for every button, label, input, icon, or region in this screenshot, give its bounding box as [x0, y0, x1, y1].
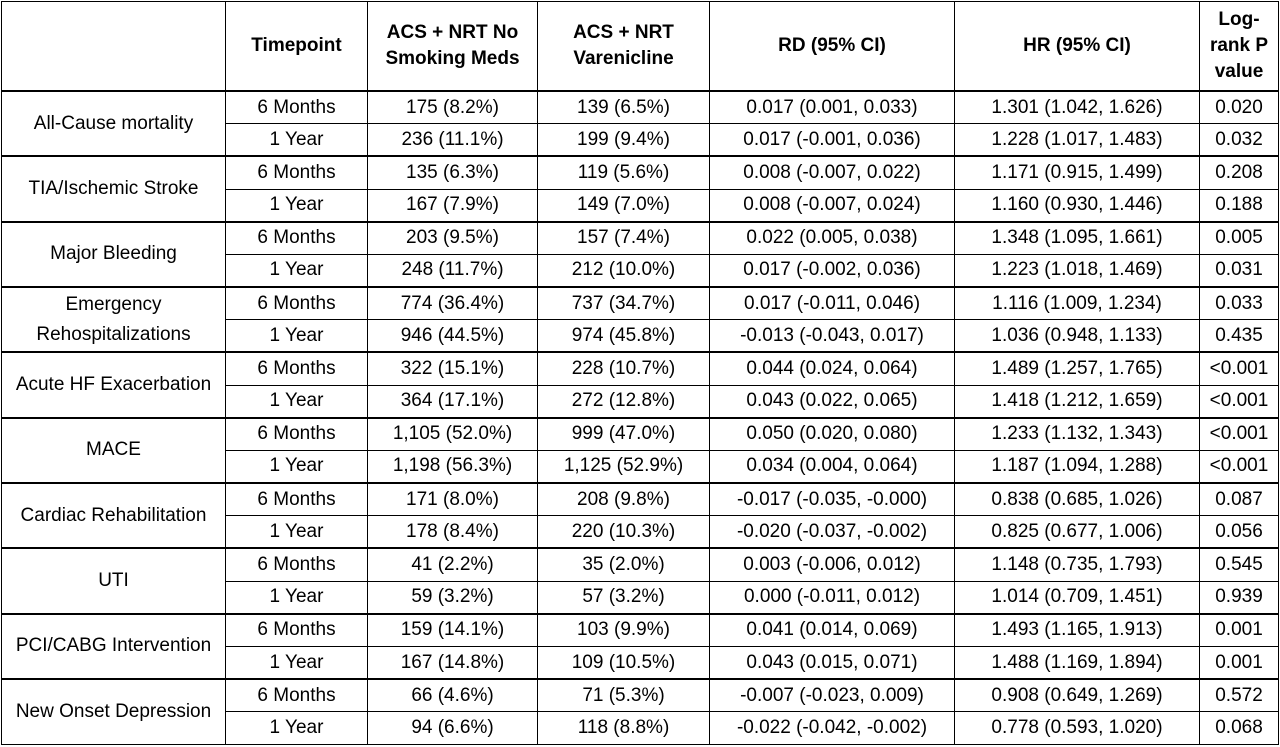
- cell-hr: 1.418 (1.212, 1.659): [955, 385, 1200, 418]
- cell-rd: 0.043 (0.022, 0.065): [710, 385, 955, 418]
- table-row: [2, 614, 1279, 647]
- cell-varenicline: 118 (8.8%): [538, 712, 710, 745]
- cell-varenicline: 157 (7.4%): [538, 222, 710, 255]
- cell-p-value: 0.087: [1200, 483, 1279, 516]
- table-row: [2, 91, 1279, 124]
- cell-nrt: 66 (4.6%): [368, 679, 538, 712]
- cell-varenicline: 974 (45.8%): [538, 320, 710, 353]
- cell-rd: 0.034 (0.004, 0.064): [710, 450, 955, 483]
- cell-varenicline: 212 (10.0%): [538, 254, 710, 287]
- cell-nrt: 364 (17.1%): [368, 385, 538, 418]
- cell-varenicline: 999 (47.0%): [538, 418, 710, 451]
- cell-varenicline: 109 (10.5%): [538, 646, 710, 679]
- cell-nrt: 946 (44.5%): [368, 320, 538, 353]
- cell-timepoint: 1 Year: [226, 189, 368, 222]
- cell-rd: -0.020 (-0.037, -0.002): [710, 516, 955, 549]
- cell-nrt: 236 (11.1%): [368, 124, 538, 157]
- cell-hr: 1.301 (1.042, 1.626): [955, 91, 1200, 124]
- cell-timepoint: 1 Year: [226, 254, 368, 287]
- outcome-label: All-Cause mortality: [2, 91, 226, 156]
- cell-hr: 1.233 (1.132, 1.343): [955, 418, 1200, 451]
- cell-nrt: 322 (15.1%): [368, 352, 538, 385]
- cell-rd: 0.041 (0.014, 0.069): [710, 614, 955, 647]
- cell-varenicline: 35 (2.0%): [538, 548, 710, 581]
- cell-rd: -0.007 (-0.023, 0.009): [710, 679, 955, 712]
- table-row: [2, 352, 1279, 385]
- cell-p-value: <0.001: [1200, 352, 1279, 385]
- table-row: [2, 287, 1279, 320]
- cell-timepoint: 6 Months: [226, 287, 368, 320]
- cell-nrt: 248 (11.7%): [368, 254, 538, 287]
- cell-rd: 0.017 (0.001, 0.033): [710, 91, 955, 124]
- cell-p-value: 0.188: [1200, 189, 1279, 222]
- table-row: [2, 418, 1279, 451]
- cell-hr: 1.036 (0.948, 1.133): [955, 320, 1200, 353]
- cell-varenicline: 228 (10.7%): [538, 352, 710, 385]
- cell-timepoint: 6 Months: [226, 222, 368, 255]
- cell-rd: 0.008 (-0.007, 0.022): [710, 156, 955, 189]
- outcome-label: TIA/Ischemic Stroke: [2, 156, 226, 221]
- cell-timepoint: 6 Months: [226, 156, 368, 189]
- cell-p-value: 0.031: [1200, 254, 1279, 287]
- header-rd: RD (95% CI): [710, 2, 955, 92]
- cell-hr: 1.187 (1.094, 1.288): [955, 450, 1200, 483]
- cell-p-value: 0.545: [1200, 548, 1279, 581]
- header-varenicline: ACS + NRT Varenicline: [538, 2, 710, 92]
- cell-hr: 1.228 (1.017, 1.483): [955, 124, 1200, 157]
- cell-rd: 0.050 (0.020, 0.080): [710, 418, 955, 451]
- cell-timepoint: 1 Year: [226, 385, 368, 418]
- cell-timepoint: 1 Year: [226, 581, 368, 614]
- table-row: [2, 222, 1279, 255]
- cell-varenicline: 220 (10.3%): [538, 516, 710, 549]
- header-p-value: Log-rank P value: [1200, 2, 1279, 92]
- cell-nrt: 135 (6.3%): [368, 156, 538, 189]
- cell-nrt: 171 (8.0%): [368, 483, 538, 516]
- cell-p-value: 0.032: [1200, 124, 1279, 157]
- cell-timepoint: 6 Months: [226, 548, 368, 581]
- cell-hr: 1.223 (1.018, 1.469): [955, 254, 1200, 287]
- cell-nrt: 1,105 (52.0%): [368, 418, 538, 451]
- cell-timepoint: 1 Year: [226, 450, 368, 483]
- cell-p-value: 0.056: [1200, 516, 1279, 549]
- cell-p-value: 0.208: [1200, 156, 1279, 189]
- cell-nrt: 774 (36.4%): [368, 287, 538, 320]
- cell-rd: 0.000 (-0.011, 0.012): [710, 581, 955, 614]
- cell-p-value: 0.020: [1200, 91, 1279, 124]
- cell-rd: 0.044 (0.024, 0.064): [710, 352, 955, 385]
- cell-varenicline: 272 (12.8%): [538, 385, 710, 418]
- cell-p-value: 0.435: [1200, 320, 1279, 353]
- header-hr: HR (95% CI): [955, 2, 1200, 92]
- cell-timepoint: 1 Year: [226, 712, 368, 745]
- cell-rd: -0.017 (-0.035, -0.000): [710, 483, 955, 516]
- results-table: [1, 1, 1279, 745]
- cell-hr: 1.171 (0.915, 1.499): [955, 156, 1200, 189]
- cell-timepoint: 6 Months: [226, 91, 368, 124]
- cell-timepoint: 6 Months: [226, 679, 368, 712]
- outcome-label: UTI: [2, 548, 226, 613]
- table-body: [2, 91, 1279, 745]
- outcome-label: MACE: [2, 418, 226, 483]
- cell-rd: 0.017 (-0.011, 0.046): [710, 287, 955, 320]
- outcome-label: Cardiac Rehabilitation: [2, 483, 226, 548]
- cell-timepoint: 6 Months: [226, 483, 368, 516]
- cell-varenicline: 103 (9.9%): [538, 614, 710, 647]
- cell-p-value: 0.033: [1200, 287, 1279, 320]
- cell-p-value: 0.572: [1200, 679, 1279, 712]
- cell-rd: -0.022 (-0.042, -0.002): [710, 712, 955, 745]
- cell-varenicline: 199 (9.4%): [538, 124, 710, 157]
- cell-varenicline: 737 (34.7%): [538, 287, 710, 320]
- cell-nrt: 159 (14.1%): [368, 614, 538, 647]
- cell-hr: 0.838 (0.685, 1.026): [955, 483, 1200, 516]
- cell-rd: 0.017 (-0.001, 0.036): [710, 124, 955, 157]
- cell-varenicline: 71 (5.3%): [538, 679, 710, 712]
- cell-hr: 0.825 (0.677, 1.006): [955, 516, 1200, 549]
- cell-p-value: 0.001: [1200, 614, 1279, 647]
- cell-timepoint: 1 Year: [226, 124, 368, 157]
- table-row: [2, 483, 1279, 516]
- header-timepoint: Timepoint: [226, 2, 368, 92]
- cell-nrt: 178 (8.4%): [368, 516, 538, 549]
- cell-rd: -0.013 (-0.043, 0.017): [710, 320, 955, 353]
- header-nrt: ACS + NRT No Smoking Meds: [368, 2, 538, 92]
- cell-hr: 1.488 (1.169, 1.894): [955, 646, 1200, 679]
- outcome-label: New Onset Depression: [2, 679, 226, 744]
- outcome-label: Emergency Rehospitalizations: [2, 287, 226, 352]
- table-row: [2, 156, 1279, 189]
- cell-varenicline: 149 (7.0%): [538, 189, 710, 222]
- cell-p-value: 0.001: [1200, 646, 1279, 679]
- cell-nrt: 167 (7.9%): [368, 189, 538, 222]
- cell-hr: 1.493 (1.165, 1.913): [955, 614, 1200, 647]
- cell-timepoint: 1 Year: [226, 320, 368, 353]
- cell-varenicline: 57 (3.2%): [538, 581, 710, 614]
- cell-nrt: 203 (9.5%): [368, 222, 538, 255]
- cell-rd: 0.008 (-0.007, 0.024): [710, 189, 955, 222]
- cell-hr: 1.160 (0.930, 1.446): [955, 189, 1200, 222]
- cell-varenicline: 119 (5.6%): [538, 156, 710, 189]
- cell-hr: 1.116 (1.009, 1.234): [955, 287, 1200, 320]
- cell-hr: 0.778 (0.593, 1.020): [955, 712, 1200, 745]
- cell-timepoint: 6 Months: [226, 614, 368, 647]
- header-outcome: [2, 2, 226, 92]
- cell-nrt: 1,198 (56.3%): [368, 450, 538, 483]
- cell-varenicline: 208 (9.8%): [538, 483, 710, 516]
- cell-nrt: 59 (3.2%): [368, 581, 538, 614]
- cell-hr: 1.348 (1.095, 1.661): [955, 222, 1200, 255]
- cell-nrt: 41 (2.2%): [368, 548, 538, 581]
- cell-nrt: 94 (6.6%): [368, 712, 538, 745]
- cell-varenicline: 139 (6.5%): [538, 91, 710, 124]
- cell-hr: 1.148 (0.735, 1.793): [955, 548, 1200, 581]
- cell-rd: 0.043 (0.015, 0.071): [710, 646, 955, 679]
- cell-hr: 1.014 (0.709, 1.451): [955, 581, 1200, 614]
- cell-p-value: 0.068: [1200, 712, 1279, 745]
- cell-nrt: 167 (14.8%): [368, 646, 538, 679]
- header-row: [2, 2, 1279, 92]
- cell-rd: 0.017 (-0.002, 0.036): [710, 254, 955, 287]
- cell-varenicline: 1,125 (52.9%): [538, 450, 710, 483]
- cell-rd: 0.022 (0.005, 0.038): [710, 222, 955, 255]
- cell-p-value: <0.001: [1200, 385, 1279, 418]
- outcome-label: Acute HF Exacerbation: [2, 352, 226, 417]
- cell-p-value: <0.001: [1200, 418, 1279, 451]
- cell-timepoint: 1 Year: [226, 516, 368, 549]
- cell-p-value: 0.005: [1200, 222, 1279, 255]
- outcome-label: PCI/CABG Intervention: [2, 614, 226, 679]
- table-row: [2, 679, 1279, 712]
- cell-p-value: 0.939: [1200, 581, 1279, 614]
- cell-nrt: 175 (8.2%): [368, 91, 538, 124]
- cell-timepoint: 6 Months: [226, 352, 368, 385]
- cell-hr: 1.489 (1.257, 1.765): [955, 352, 1200, 385]
- cell-timepoint: 6 Months: [226, 418, 368, 451]
- table-row: [2, 548, 1279, 581]
- outcome-label: Major Bleeding: [2, 222, 226, 287]
- cell-p-value: <0.001: [1200, 450, 1279, 483]
- cell-hr: 0.908 (0.649, 1.269): [955, 679, 1200, 712]
- cell-rd: 0.003 (-0.006, 0.012): [710, 548, 955, 581]
- cell-timepoint: 1 Year: [226, 646, 368, 679]
